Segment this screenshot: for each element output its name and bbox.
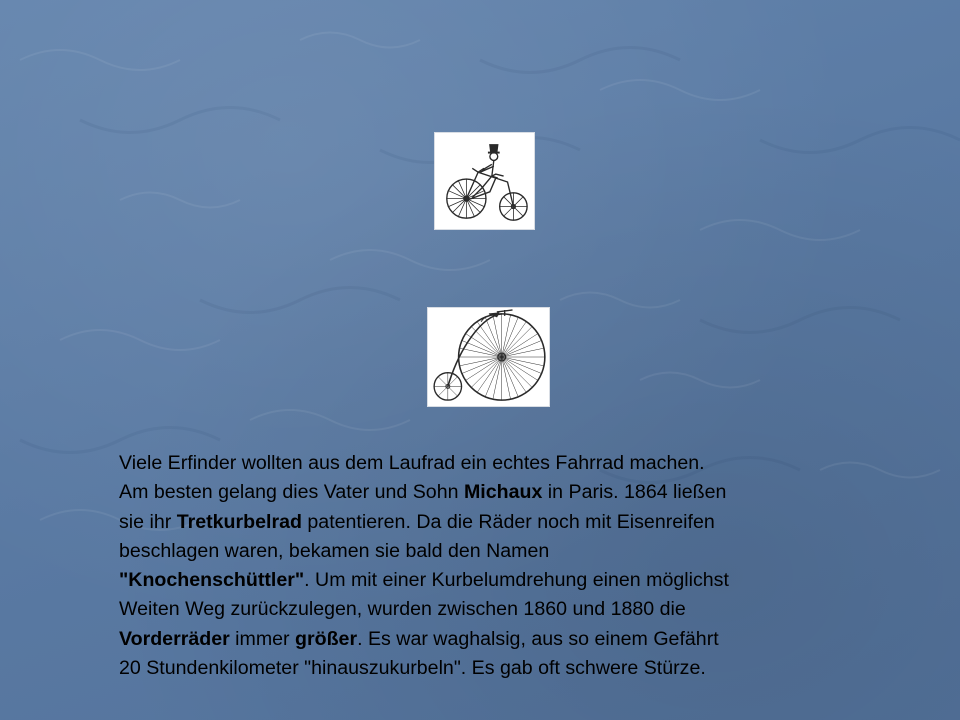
bold-term: "Knochenschüttler" xyxy=(119,569,305,592)
bicycle-rider-icon xyxy=(435,133,534,229)
bold-term: Michaux xyxy=(463,481,543,504)
text-line xyxy=(119,566,899,595)
description-paragraph xyxy=(119,449,899,683)
high-wheel-bicycle-illustration xyxy=(427,307,550,407)
text-line xyxy=(119,508,899,537)
text-line xyxy=(119,537,899,566)
text-run: sie ihr xyxy=(119,510,177,533)
text-run: Am besten gelang dies Vater und Sohn xyxy=(119,481,464,504)
bold-term: größer xyxy=(295,627,358,650)
penny-farthing-icon xyxy=(428,308,549,406)
text-line xyxy=(119,449,899,478)
text-run: beschlagen waren, bekamen sie bald den Namen xyxy=(119,539,550,562)
text-line xyxy=(119,478,899,507)
text-line xyxy=(119,625,899,654)
bold-term: Tretkurbelrad xyxy=(176,510,302,533)
text-run: Weiten Weg zurückzulegen, wurden zwischen 1860 und 1880 die xyxy=(119,598,686,621)
text-run: . Um mit einer Kurbelumdrehung einen möglichst xyxy=(304,569,729,592)
bold-term: Vorderräder xyxy=(119,627,230,650)
text-run: . Es war waghalsig, aus so einem Gefährt xyxy=(357,627,719,650)
text-run: in Paris. 1864 ließen xyxy=(542,481,727,504)
text-run: Viele Erfinder wollten aus dem Laufrad ein echtes Fahrrad machen. xyxy=(119,452,705,474)
text-line xyxy=(119,595,899,624)
text-line xyxy=(119,654,899,683)
text-run: immer xyxy=(229,627,296,650)
text-run: patentieren. Da die Räder noch mit Eisenreifen xyxy=(301,510,715,533)
velocipede-rider-illustration xyxy=(434,132,535,230)
text-run: 20 Stundenkilometer "hinauszukurbeln". Es gab oft schwere Stürze. xyxy=(119,657,706,680)
